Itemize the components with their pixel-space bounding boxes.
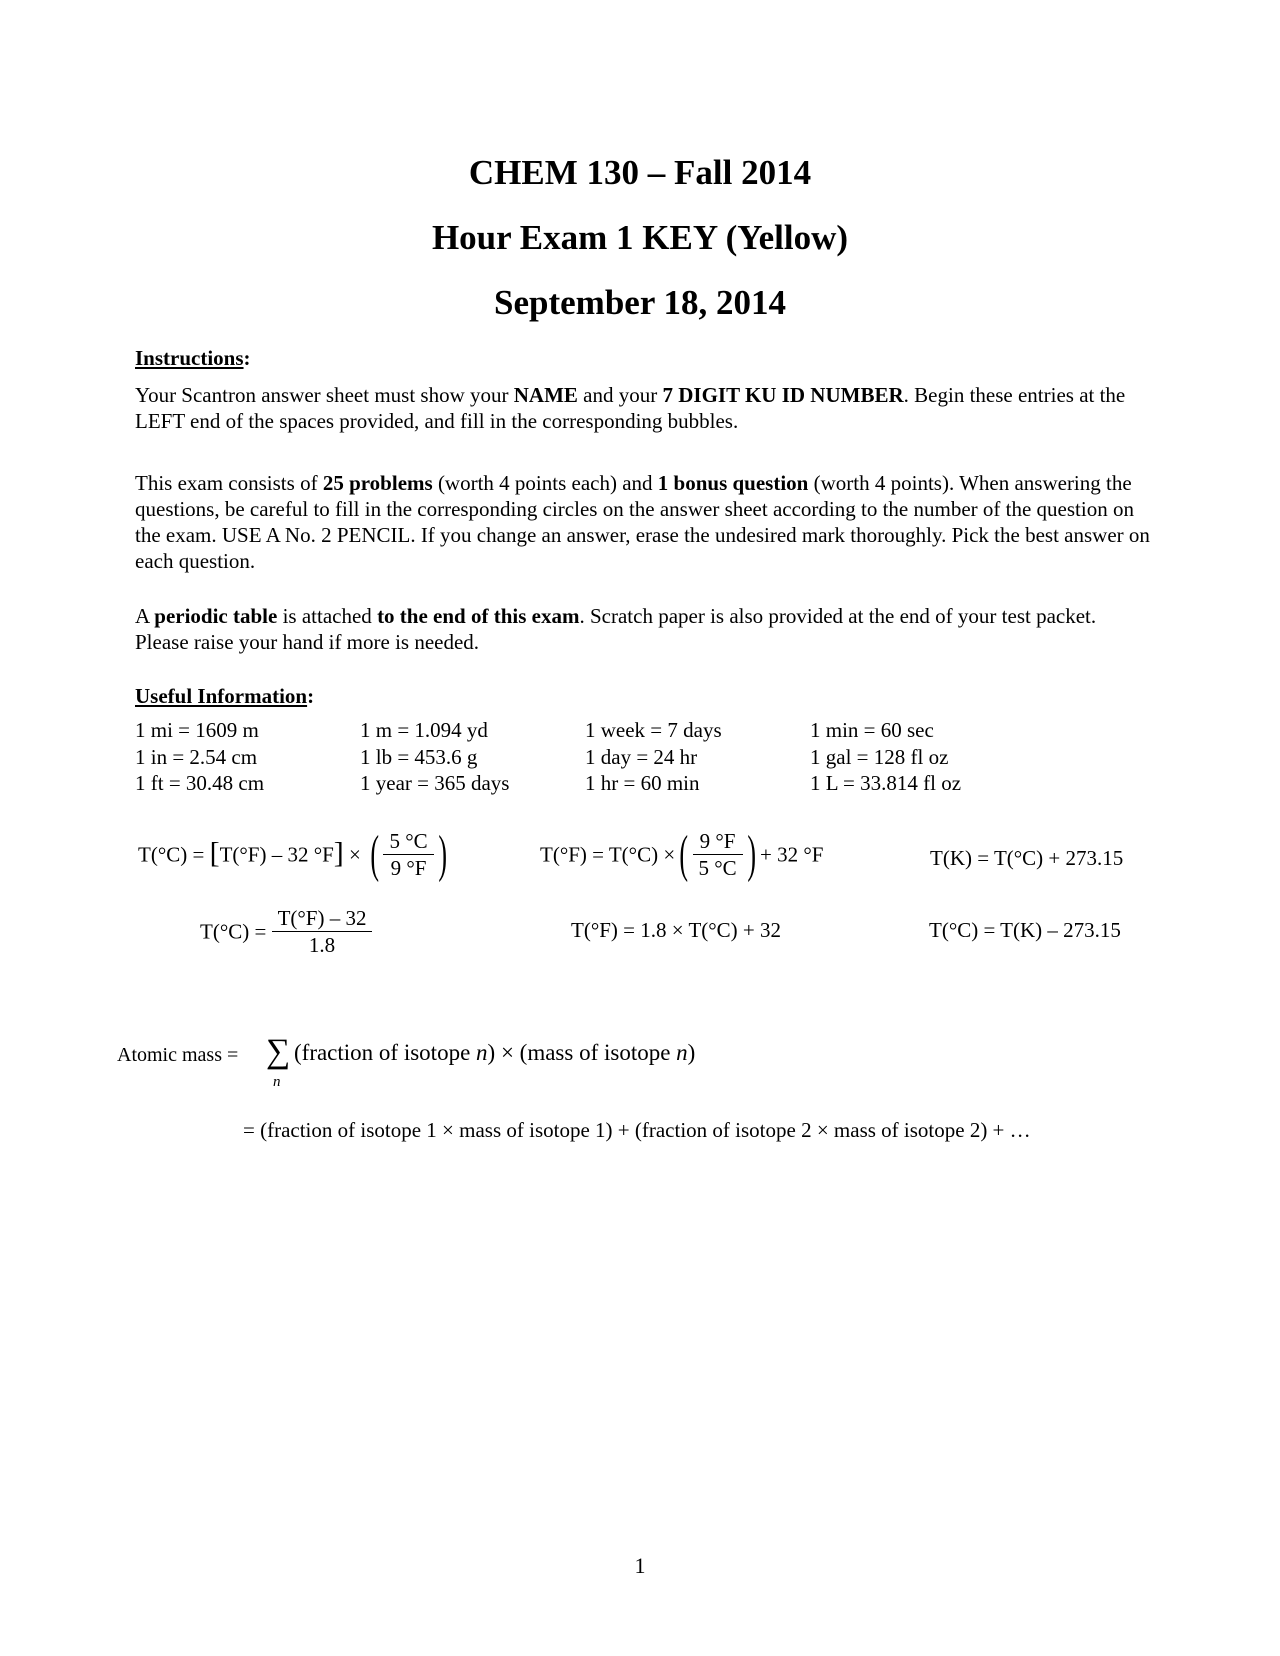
instructions-paragraph-1: Your Scantron answer sheet must show your NAME and your 7 DIGIT KU ID NUMBER. Begin these entries at the LEFT end of the spaces provided, and fill in the corresponding bubbles. — [135, 383, 1126, 433]
instructions-heading: Instructions: — [135, 346, 251, 370]
formula-celsius-from-fahrenheit-alt: T(°C) = $\frac{T(^\circ F) - 32}{1.8}$ — [200, 905, 372, 958]
conversion-cell: 1 mi = 1609 m — [135, 718, 259, 742]
formula-fahrenheit-from-celsius: T(°F) = T(°C) ×( $\frac{9 ^\circ F}{5 ^\circ C}$ ) + 32 °F — [540, 825, 824, 883]
page-number: 1 — [634, 1553, 646, 1578]
useful-info-heading: Useful Information: — [135, 684, 315, 708]
formula-celsius-from-fahrenheit: T(°C) = [T(°F) – 32 °F] × ( $\frac{5 ^\circ C}{9 ^\circ F}$ ) — [138, 825, 447, 883]
conversion-cell: 1 m = 1.094 yd — [360, 718, 488, 742]
instructions-paragraph-3: A periodic table is attached to the end of this exam. Scratch paper is also provided at the end of your test packet. Please raise your hand if more is needed. — [135, 604, 1097, 654]
conversion-cell: 1 year = 365 days — [360, 771, 510, 795]
conversion-cell: 1 day = 24 hr — [585, 744, 698, 769]
course-title: CHEM 130 – Fall 2014 — [468, 153, 812, 192]
atomic-mass-label: Atomic mass = — [117, 1044, 239, 1066]
atomic-mass-sum-expression: (fraction of isotope n) × (mass of isotope n) — [294, 1040, 696, 1065]
conversion-cell: 1 lb = 453.6 g — [360, 744, 478, 769]
conversion-cell: 1 in = 2.54 cm — [135, 744, 258, 769]
exam-title: Hour Exam 1 KEY (Yellow) — [431, 218, 849, 257]
atomic-mass-expanded: = (fraction of isotope 1 × mass of isotope 1) + (fraction of isotope 2 × mass of isotope 2) + … — [243, 1118, 1031, 1142]
formula-celsius-from-kelvin: T(°C) = T(K) – 273.15 — [929, 918, 1121, 942]
formula-fahrenheit-from-celsius-alt: T(°F) = 1.8 × T(°C) + 32 — [571, 918, 782, 942]
summation-symbol: ∑ — [266, 1033, 291, 1070]
formula-kelvin-from-celsius: T(K) = T(°C) + 273.15 — [930, 846, 1124, 870]
conversion-cell: 1 gal = 128 fl oz — [810, 744, 949, 769]
conversion-table — [135, 717, 1155, 797]
conversion-cell: 1 week = 7 days — [585, 718, 722, 742]
conversion-cell: 1 L = 33.814 fl oz — [810, 771, 962, 795]
conversion-cell: 1 ft = 30.48 cm — [135, 771, 265, 795]
exam-date: September 18, 2014 — [494, 283, 786, 322]
summation-index: n — [273, 1074, 281, 1090]
conversion-cell: 1 hr = 60 min — [585, 771, 700, 795]
conversion-cell: 1 min = 60 sec — [810, 718, 934, 742]
instructions-paragraph-2: This exam consists of 25 problems (worth 4 points each) and 1 bonus question (worth 4 points). When answering the questions, be careful to fill in the corresponding circles on the answer sheet according to the number of the question on the exam. USE A No. 2 PENCIL. If you change an answer, erase the undesired mark thoroughly. Pick the best answer on each question. — [135, 471, 1150, 573]
